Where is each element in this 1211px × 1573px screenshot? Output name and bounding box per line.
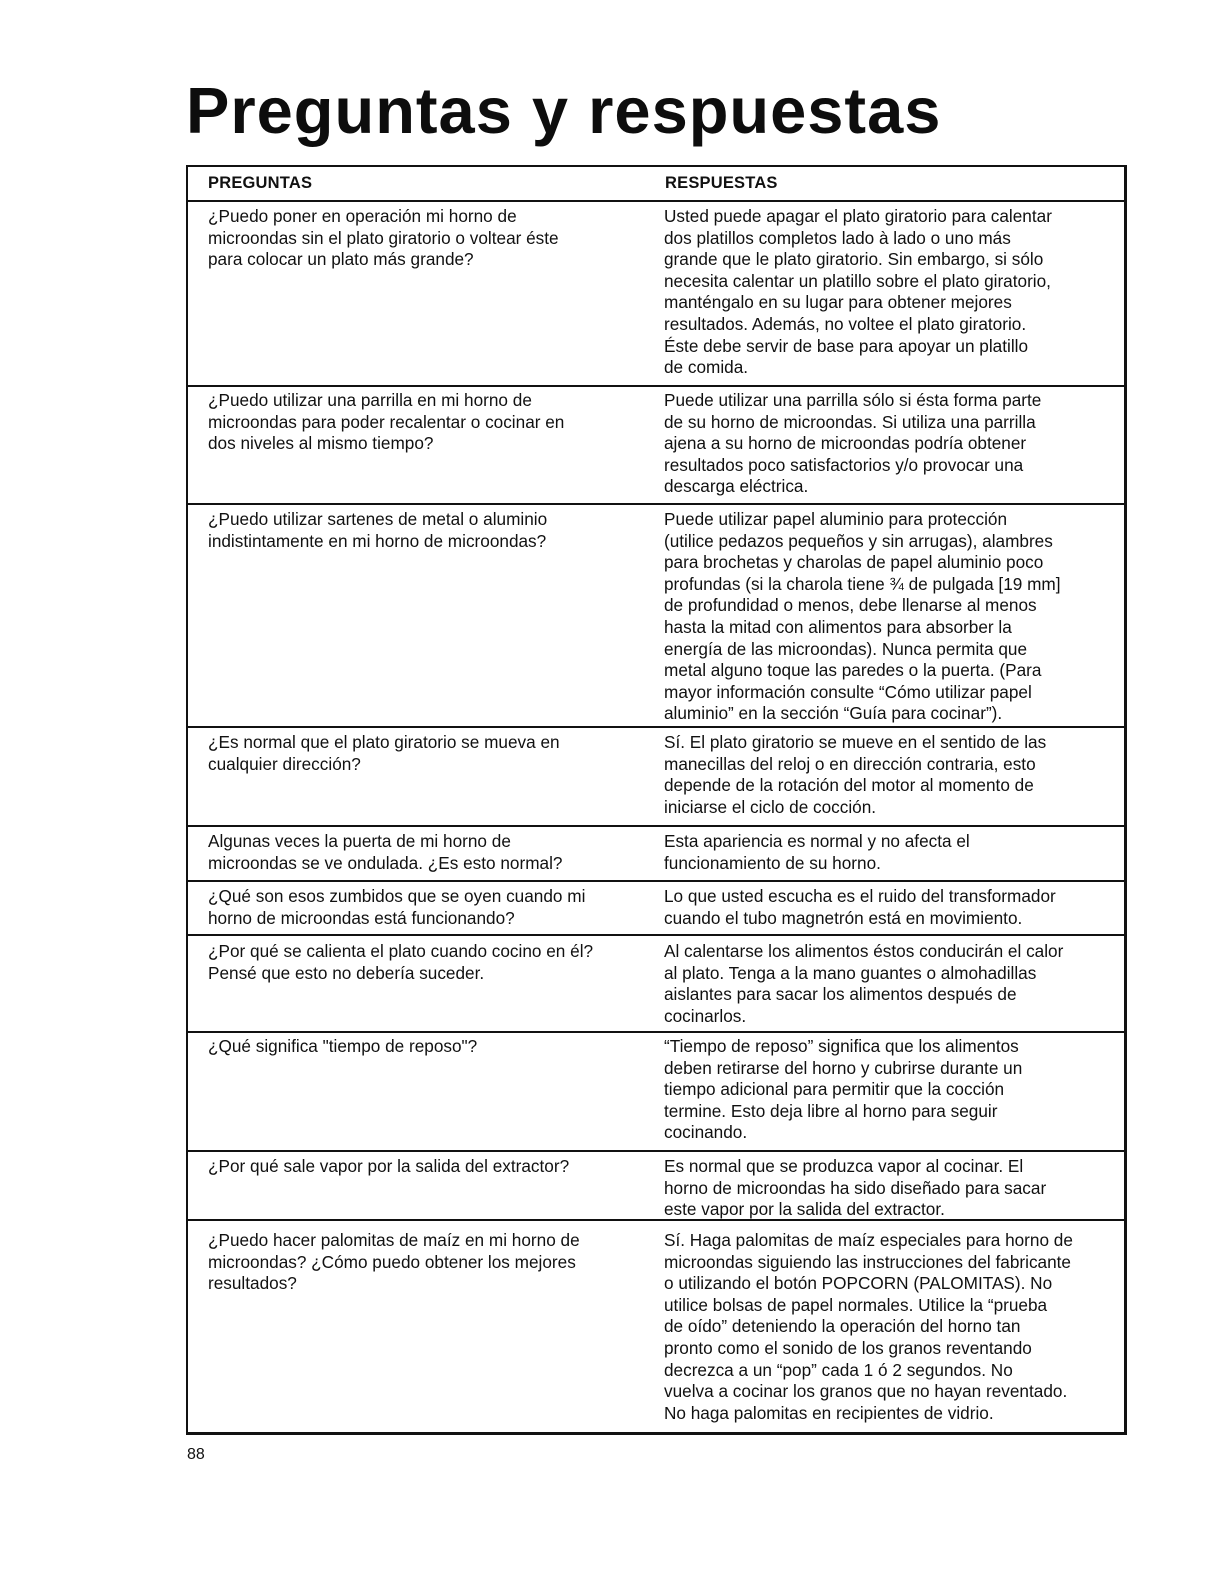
answer-cell: Esta apariencia es normal y no afecta el funcionamiento de su horno. (664, 831, 970, 873)
page-number: 88 (187, 1446, 205, 1463)
row-divider (188, 880, 1124, 882)
page-title: Preguntas y respuestas (186, 74, 942, 147)
answer-cell: “Tiempo de reposo” significa que los alimentos deben retirarse del horno y cubrirse durante un tiempo adicional para permitir que la cocción termine. Esto deja libre al horno para seguir cocinando. (664, 1036, 1023, 1143)
answer-cell: Es normal que se produzca vapor al cocinar. El horno de microondas ha sido diseñado para sacar este vapor por la salida del extractor. (664, 1156, 1047, 1220)
answer-cell: Al calentarse los alimentos éstos conducirán el calor al plato. Tenga a la mano guantes o almohadillas aislantes para sacar los alimentos después de cocinarlos. (664, 941, 1064, 1026)
question-cell: ¿Puedo hacer palomitas de maíz en mi horno de microondas? ¿Cómo puedo obtener los mejores resultados? (208, 1230, 580, 1294)
row-divider (188, 726, 1124, 728)
row-divider (188, 1031, 1124, 1033)
answer-cell: Lo que usted escucha es el ruido del transformador cuando el tubo magnetrón está en movimiento. (664, 886, 1056, 928)
question-cell: ¿Qué significa "tiempo de reposo"? (208, 1036, 478, 1056)
question-cell: ¿Puedo utilizar sartenes de metal o aluminio indistintamente en mi horno de microondas? (208, 509, 548, 551)
row-divider (188, 503, 1124, 505)
answer-cell: Sí. El plato giratorio se mueve en el sentido de las manecillas del reloj o en dirección contraria, esto depende de la rotación del motor al momento de iniciarse el ciclo de cocción. (664, 732, 1047, 817)
question-cell: ¿Qué son esos zumbidos que se oyen cuando mi horno de microondas está funcionando? (208, 886, 586, 928)
row-divider (188, 385, 1124, 387)
row-divider (188, 1150, 1124, 1152)
answer-cell: Sí. Haga palomitas de maíz especiales para horno de microondas siguiendo las instrucciones del fabricante o utilizando el botón POPCORN (PALOMITAS). No utilice bolsas de papel normales. Utilice la “prueba de oído” deteniendo la operación del horno tan pronto como el sonido de los granos reventando decrezca a un “pop” cada 1 ó 2 segundos. No vuelva a cocinar los granos que no hayan reventado. No haga palomitas en recipientes de vidrio. (664, 1230, 1073, 1423)
questions-column-header: PREGUNTAS (208, 174, 313, 192)
question-cell: Algunas veces la puerta de mi horno de microondas se ve ondulada. ¿Es esto normal? (208, 831, 563, 873)
question-cell: ¿Por qué se calienta el plato cuando cocino en él? Pensé que esto no debería suceder. (208, 941, 594, 983)
row-divider (188, 825, 1124, 827)
question-cell: ¿Puedo utilizar una parrilla en mi horno de microondas para poder recalentar o cocinar en dos niveles al mismo tiempo? (208, 390, 565, 454)
header-divider (188, 200, 1124, 202)
question-cell: ¿Es normal que el plato giratorio se mueva en cualquier dirección? (208, 732, 560, 774)
question-cell: ¿Por qué sale vapor por la salida del extractor? (208, 1156, 570, 1176)
answer-cell: Puede utilizar una parrilla sólo si ésta forma parte de su horno de microondas. Si utiliza una parrilla ajena a su horno de microondas podría obtener resultados poco satisfactorios y/o provocar una descarga eléctrica. (664, 390, 1042, 497)
answer-cell: Usted puede apagar el plato giratorio para calentar dos platillos completos lado à lado o uno más grande que le plato giratorio. Sin embargo, si sólo necesita calentar un platillo sobre el plato giratorio, manténgalo en su lugar para obtener mejores resultados. Además, no voltee el plato giratorio. Éste debe servir de base para apoyar un platillo de comida. (664, 206, 1052, 378)
qa-table (186, 165, 1127, 1435)
answers-column-header: RESPUESTAS (665, 174, 778, 192)
answer-cell: Puede utilizar papel aluminio para protección (utilice pedazos pequeños y sin arrugas), alambres para brochetas y charolas de papel aluminio poco profundas (si la charola tiene ¾ de pulgada [19 mm] de profundidad o menos, debe llenarse al menos hasta la mitad con alimentos para absorber la energía de las microondas). Nunca permita que metal alguno toque las paredes o la puerta. (Para mayor información consulte “Cómo utilizar papel aluminio” en la sección “Guía para cocinar”). (664, 509, 1061, 724)
row-divider (188, 934, 1124, 936)
question-cell: ¿Puedo poner en operación mi horno de microondas sin el plato giratorio o voltear éste para colocar un plato más grande? (208, 206, 559, 270)
